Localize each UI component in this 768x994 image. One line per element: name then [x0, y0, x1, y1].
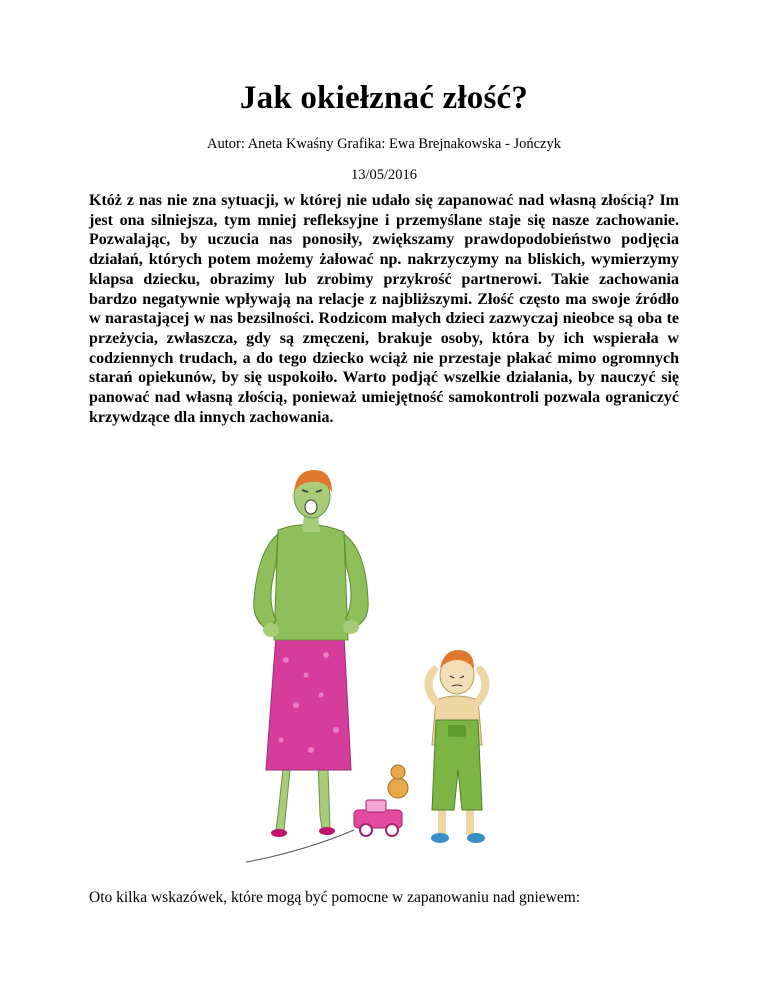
publication-date: 13/05/2016: [350, 167, 418, 183]
byline: Autor: Aneta Kwaśny Grafika: Ewa Brejnakowska - Jończyk: [207, 136, 561, 152]
lead-paragraph: Któż z nas nie zna sytuacji, w której nie udało się zapanować nad własną złością? Im jest ona silniejsza, tym mniej refleksyjne i przemyślane staje się nasze zachowanie. Pozwalając, by uczucia nas ponosiły, zwiększamy prawdopodobieństwo podjęcia działań, których potem możemy żałować np. nakrzyczymy na bliskich, wymierzymy klapsa dziecku, obrazimy lub zrobimy przykrość partnerowi. Takie zachowania bardzo negatywnie wpływają na relacje z najbliższymi. Złość często ma swoje źródło w narastającej w nas bezsilności. Rodzicom małych dzieci zazwyczaj nieobce są oba te przeżycia, zwłaszcza, gdy są zmęczeni, brakuje osoby, która by ich wspierała w codziennych trudach, a do tego dziecko wciąż nie przestaje płakać mimo ogromnych starań opiekunów, by się uspokoiło. Warto podjąć wszelkie działania, by nauczyć się panować nad własną złością, ponieważ umiejętność samokontroli pozwala ograniczyć krzywdzące dla innych zachowania.: [89, 192, 679, 426]
angry-mother-child-illustration: [226, 470, 526, 870]
page-title: Jak okiełznać złość?: [239, 80, 529, 116]
tips-intro: Oto kilka wskazówek, które mogą być pomocne w zapanowaniu nad gniewem:: [89, 889, 581, 906]
